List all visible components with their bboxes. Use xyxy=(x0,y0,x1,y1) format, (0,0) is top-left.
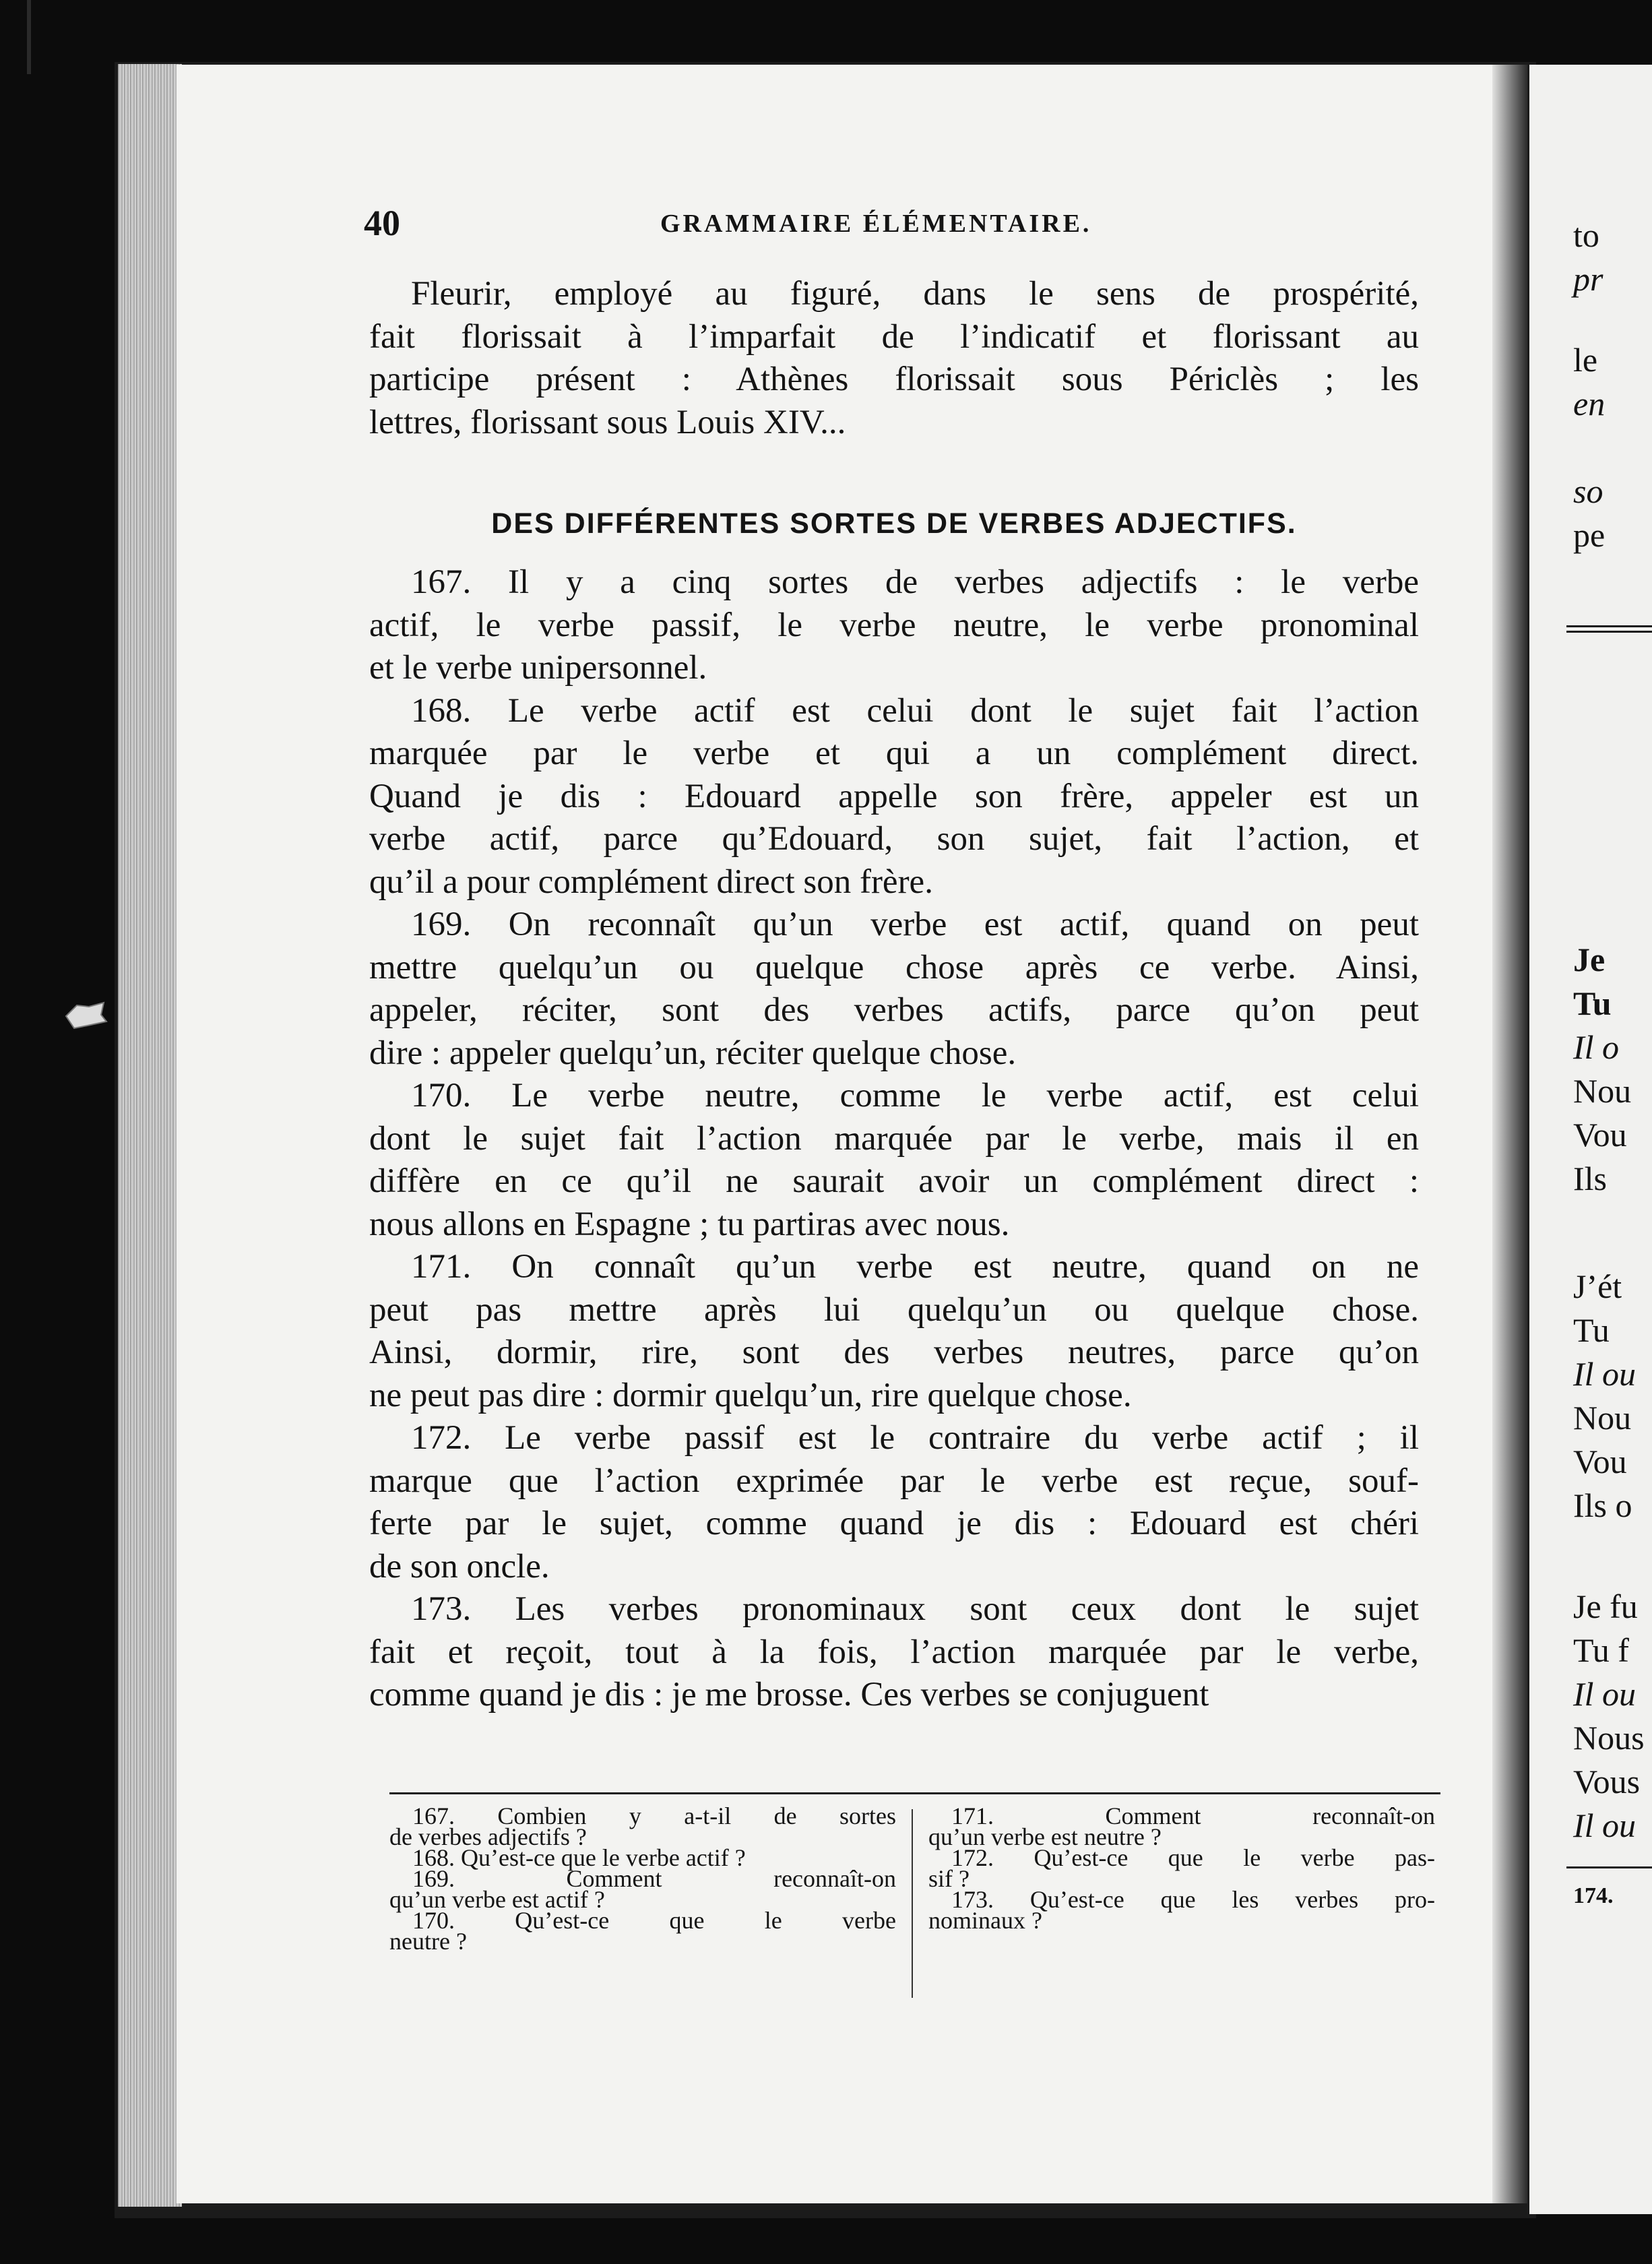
text-line: qu’il a pour complément direct son frère. xyxy=(369,862,933,901)
text-line: 171. On connaît qu’un verbe est neutre, quand on ne xyxy=(411,1248,1419,1286)
right-page xyxy=(1529,65,1652,2214)
right-page-rule xyxy=(1566,1866,1652,1868)
text-line: lettres, florissant sous Louis XIV... xyxy=(369,403,846,441)
right-page-fragment: Tu f xyxy=(1573,1631,1629,1669)
review-questions xyxy=(389,1802,1440,2001)
right-page-fragment: Vous xyxy=(1573,1763,1641,1800)
right-page-fragment: so xyxy=(1573,472,1603,510)
right-page-fragment: le xyxy=(1573,341,1598,379)
right-page-fragment: pr xyxy=(1573,260,1603,298)
book-gutter xyxy=(1492,65,1527,2203)
text-line: fait et reçoit, tout à la fois, l’action marquée par le verbe, xyxy=(369,1633,1419,1671)
right-page-rule xyxy=(1566,631,1652,633)
text-line: 167. Il y a cinq sortes de verbes adjectifs : le verbe xyxy=(411,563,1419,601)
text-line: diffère en ce qu’il ne saurait avoir un complément direct : xyxy=(369,1162,1419,1200)
question-line: de verbes adjectifs ? xyxy=(389,1823,587,1850)
right-page-fragment: Ils xyxy=(1573,1160,1607,1197)
numbered-paragraphs xyxy=(369,561,1419,1717)
question-line: qu’un verbe est actif ? xyxy=(389,1886,605,1913)
text-line: 170. Le verbe neutre, comme le verbe actif, est celui xyxy=(411,1077,1419,1114)
right-page-fragment: Tu xyxy=(1573,1311,1610,1349)
right-page-fragment: Il o xyxy=(1573,1028,1620,1066)
right-page-fragment: Je xyxy=(1573,941,1606,978)
text-line: dont le sujet fait l’action marquée par le verbe, mais il en xyxy=(369,1119,1419,1158)
text-line: 168. Le verbe actif est celui dont le sujet fait l’action xyxy=(411,691,1419,730)
questions-left-column xyxy=(389,1802,896,1955)
question-line: 167. Combien y a-t-il de sortes xyxy=(412,1802,896,1829)
question-line: nominaux ? xyxy=(928,1907,1042,1934)
text-line: appeler, réciter, sont des verbes actifs, parce qu’on peut xyxy=(369,991,1419,1029)
text-line: ferte par le sujet, comme quand je dis : Edouard est chéri xyxy=(369,1505,1419,1542)
footnote-rule xyxy=(389,1792,1440,1794)
text-line: de son oncle. xyxy=(369,1547,550,1585)
question-line: 169. Comment reconnaît-on xyxy=(412,1865,896,1892)
question-line: qu’un verbe est neutre ? xyxy=(928,1823,1162,1850)
right-page-fragment: Nous xyxy=(1573,1719,1645,1757)
text-line: peut pas mettre après lui quelqu’un ou quelque chose. xyxy=(369,1290,1419,1329)
right-page-fragment: Vou xyxy=(1573,1116,1627,1154)
right-page-fragment: to xyxy=(1573,216,1599,254)
text-line: participe présent : Athènes florissait sous Périclès ; les xyxy=(369,360,1419,398)
right-page-fragment: 174. xyxy=(1573,1883,1614,1908)
intro-paragraph xyxy=(369,273,1419,444)
question-line: 173. Qu’est-ce que les verbes pro- xyxy=(951,1886,1435,1913)
body-text xyxy=(369,273,1419,1717)
right-page-fragment: en xyxy=(1573,385,1606,422)
text-line: Ainsi, dormir, rire, sont des verbes neutres, parce qu’on xyxy=(369,1333,1419,1371)
text-line: 172. Le verbe passif est le contraire du verbe actif ; il xyxy=(411,1419,1419,1457)
right-page-fragment: Ils o xyxy=(1573,1486,1632,1524)
question-line: 170. Qu’est-ce que le verbe xyxy=(412,1907,896,1934)
text-line: 173. Les verbes pronominaux sont ceux dont le sujet xyxy=(411,1590,1419,1628)
right-page-fragment: J’ét xyxy=(1573,1267,1622,1305)
question-line: neutre ? xyxy=(389,1928,467,1955)
text-line: marquée par le verbe et qui a un complément direct. xyxy=(369,734,1419,772)
page-edges xyxy=(118,64,182,2207)
paper-speck-icon xyxy=(62,999,109,1031)
text-line: actif, le verbe passif, le verbe neutre, le verbe pronominal xyxy=(369,606,1419,644)
right-page-fragment: Tu xyxy=(1573,984,1612,1022)
text-line: fait florissait à l’imparfait de l’indicatif et florissant au xyxy=(369,317,1419,356)
question-line: 171. Comment reconnaît-on xyxy=(951,1802,1435,1829)
text-line: Quand je dis : Edouard appelle son frère, appeler est un xyxy=(369,777,1419,815)
section-spacer xyxy=(369,444,1419,502)
text-line: et le verbe unipersonnel. xyxy=(369,649,707,687)
right-page-fragment: Il ou xyxy=(1573,1806,1637,1844)
question-line: 168. Qu’est-ce que le verbe actif ? xyxy=(412,1844,746,1871)
right-page-fragment: Il ou xyxy=(1573,1355,1637,1393)
right-page-fragment: Je fu xyxy=(1573,1587,1638,1625)
text-line: verbe actif, parce qu’Edouard, son sujet, fait l’action, et xyxy=(369,820,1419,858)
running-title: GRAMMAIRE ÉLÉMENTAIRE. xyxy=(660,210,1092,238)
right-page-fragment: Vou xyxy=(1573,1443,1627,1480)
text-line: marque que l’action exprimée par le verbe est reçue, souf- xyxy=(369,1461,1419,1500)
text-line: ne peut pas dire : dormir quelqu’un, rire quelque chose. xyxy=(369,1376,1132,1414)
page-number: 40 xyxy=(364,203,400,243)
text-line: nous allons en Espagne ; tu partiras avec nous. xyxy=(369,1205,1010,1243)
scan-edge-mark xyxy=(27,0,31,74)
right-page-rule xyxy=(1566,625,1652,627)
text-line: Fleurir, employé au figuré, dans le sens de prospérité, xyxy=(411,275,1419,313)
running-head xyxy=(364,202,1428,249)
right-page-fragment: pe xyxy=(1573,516,1606,554)
section-heading: DES DIFFÉRENTES SORTES DE VERBES ADJECTIFS. xyxy=(491,507,1297,540)
text-line: dire : appeler quelqu’un, réciter quelque chose. xyxy=(369,1034,1017,1072)
right-page-fragment: Il ou xyxy=(1573,1675,1637,1713)
text-line: comme quand je dis : je me brosse. Ces verbes se conjuguent xyxy=(369,1676,1209,1713)
text-line: mettre quelqu’un ou quelque chose après ce verbe. Ainsi, xyxy=(369,948,1419,986)
question-line: 172. Qu’est-ce que le verbe pas- xyxy=(951,1844,1435,1871)
questions-right-column xyxy=(928,1802,1435,1934)
question-line: sif ? xyxy=(928,1865,970,1892)
right-page-fragment: Nou xyxy=(1573,1399,1632,1437)
text-line: 169. On reconnaît qu’un verbe est actif, quand on peut xyxy=(411,906,1419,943)
right-page-fragment: Nou xyxy=(1573,1072,1632,1110)
column-divider xyxy=(912,1809,913,1998)
